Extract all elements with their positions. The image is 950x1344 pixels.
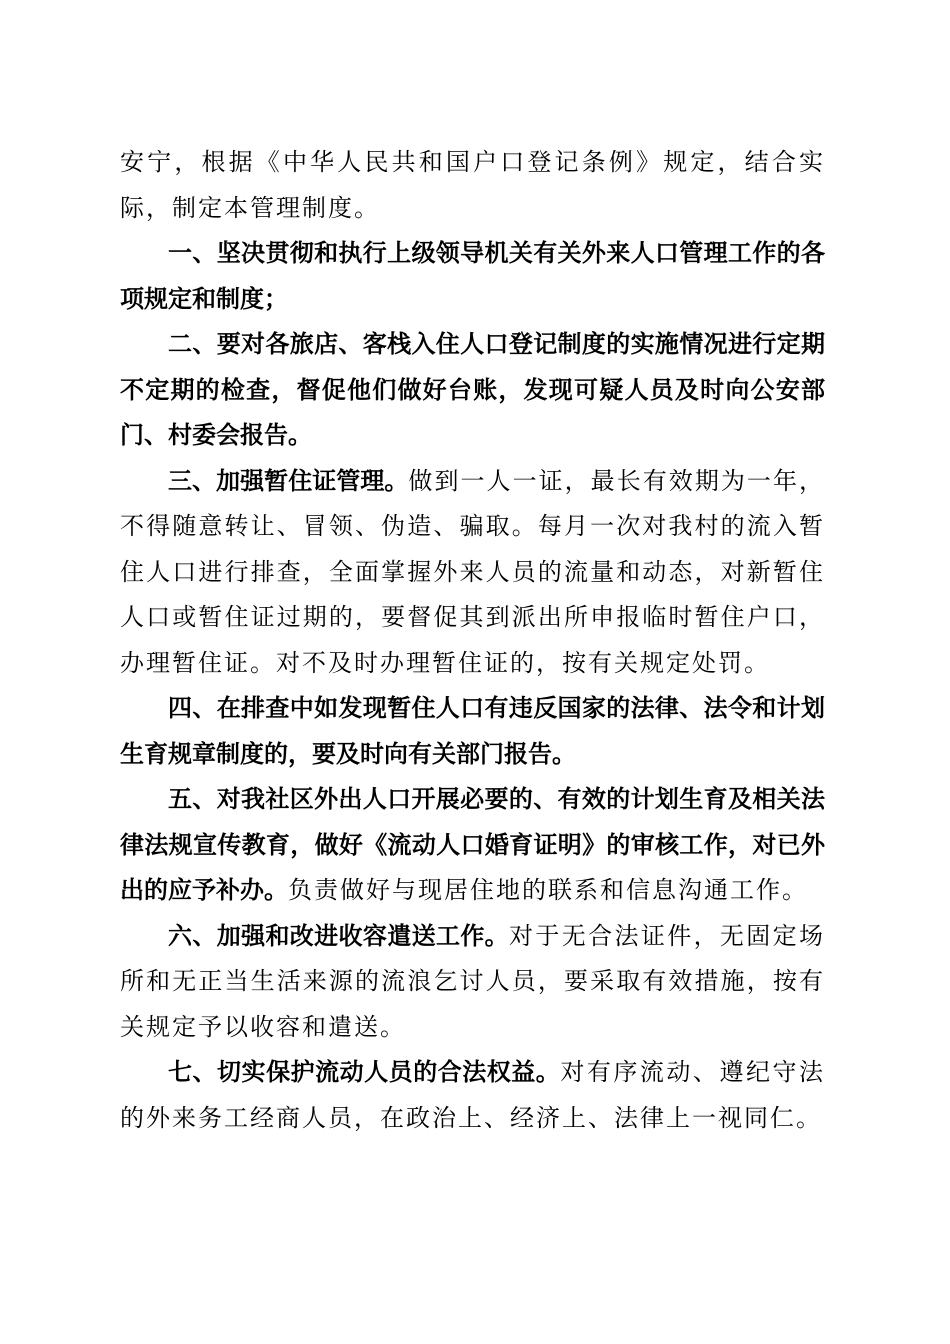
paragraph-item-6 (120, 914, 825, 1051)
paragraph-item-3 (120, 459, 825, 687)
paragraph-bold-text: 三、加强暂住证管理。 (168, 466, 409, 495)
paragraph-normal-text: 对有序流动、遵纪守法的外来务工经商人员，在政治上、经济上、法律上一视同仁。 (120, 1058, 826, 1132)
paragraph-item-2 (120, 322, 825, 459)
paragraph-bold-text: 七、切实保护流动人员的合法权益。 (168, 1058, 561, 1086)
paragraph-item-4 (120, 686, 825, 777)
paragraph-bold-text: 一、坚决贯彻和执行上级领导机关有关外来人口管理工作的各项规定和制度； (120, 239, 825, 313)
paragraph-normal-text: 安宁，根据《中华人民共和国户口登记条例》规定，结合实际，制定本管理制度。 (120, 148, 825, 222)
paragraph-bold-text: 二、要对各旅店、客栈入住人口登记制度的实施情况进行定期不定期的检查，督促他们做好台账，发现可疑人员及时向公安部门、村委会报告。 (120, 330, 825, 449)
paragraph-bold-text: 四、在排查中如发现暂住人口有违反国家的法律、法令和计划生育规章制度的，要及时向有关部门报告。 (120, 694, 825, 768)
paragraph-bold-text: 五、对我社区外出人口开展必要的、有效的计划生育及相关法律法规宣传教育，做好《流动人口婚育证明》的审核工作，对已外出的应予补办。 (120, 785, 825, 904)
paragraph-item-1 (120, 231, 825, 322)
paragraph-item-5 (120, 777, 825, 914)
paragraph-bold-text: 六、加强和改进收容遣送工作。 (168, 921, 510, 950)
paragraph-intro-continued (120, 140, 825, 231)
paragraph-item-7 (120, 1050, 825, 1141)
paragraph-normal-text: 对于无合法证件，无固定场所和无正当生活来源的流浪乞讨人员，要采取有效措施，按有关规定予以收容和遣送。 (120, 921, 826, 1041)
paragraph-normal-text: 负责做好与现居住地的联系和信息沟通工作。 (288, 876, 808, 904)
paragraph-normal-text: 做到一人一证，最长有效期为一年，不得随意转让、冒领、伪造、骗取。每月一次对我村的流入暂住人口进行排查，全面掌握外来人员的流量和动态，对新暂住人口或暂住证过期的，要督促其到派出所申报临时暂住户口，办理暂住证。对不及时办理暂住证的，按有关规定处罚。 (120, 466, 826, 677)
document-body (120, 140, 825, 1141)
